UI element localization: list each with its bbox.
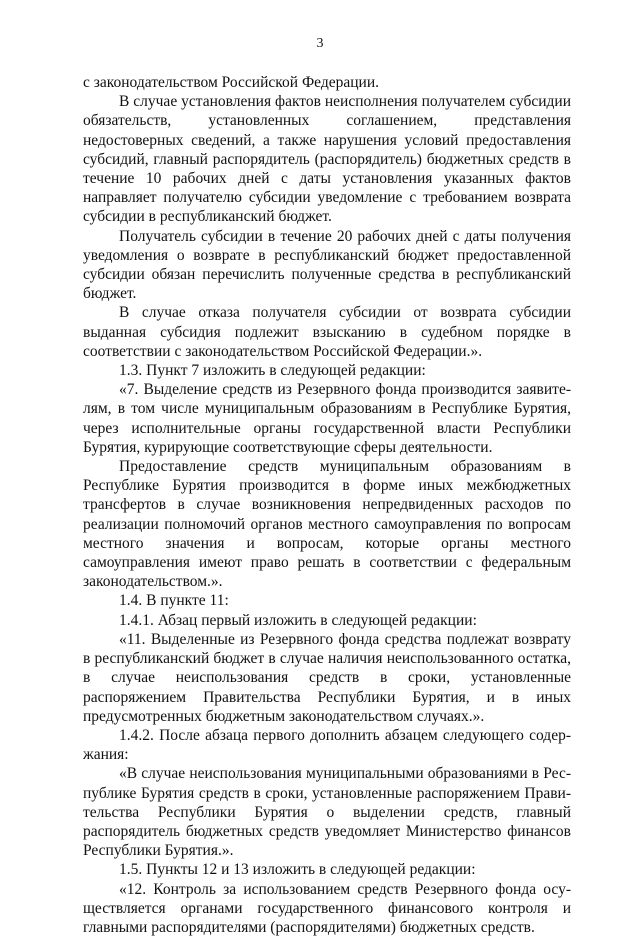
paragraph-7: Предоставление средств муниципальным образованиям в Республике Бурятия производится в форме иных межбюджетных трансфертов в случае возникновения непредвиденных расходов по реализации полномочий органов местного самоуправления по вопросам местного значения и вопросам, которые органы местного самоуправления имеют право решать в соответствии с федеральным законодательством.». [83,458,571,591]
paragraph-10: «11. Выделенные из Резервного фонда средства подлежат возврату в республиканский бюджет в случае наличия неиспользованного остатка, в случае неиспользования средств в сроки, установленные распоряжением Правительства Республики Бурятия, и в иных предусмотренных бюджетным законодательством случаях.». [83,630,571,725]
paragraph-13: 1.5. Пункты 12 и 13 изложить в следующей редакции: [119,861,476,879]
paragraph-2: В случае установления фактов неисполнения получателем субсидии обязательств, установленных соглашением, представления недостоверных сведений, а также нарушения условий предоставления субсидий, главный распорядитель (распорядитель) бюджетных средств в течение 10 рабочих дней с даты установления указанных фактов направляет получателю субсидии уведомление с требованием возврата субсидии в республиканский бюджет. [83,93,571,226]
paragraph-11: 1.4.2. После абзаца первого дополнить абзацем следующего содержания: [83,726,571,764]
document-body [83,73,571,937]
paragraph-14: «12. Контроль за использованием средств Резервного фонда осуществляется органами государственного финансового контроля и главными распорядителями (распорядителями) бюджетных средств. [83,880,571,936]
paragraph-12: «В случае неиспользования муниципальными образованиями в Республике Бурятия средств в сроки, установленные распоряжением Правительства Республики Бурятия о выделении средств, главный распорядитель бюджетных средств уведомляет Министерство финансов Республики Бурятия.». [83,765,571,860]
paragraph-5: 1.3. Пункт 7 изложить в следующей редакции: [119,362,426,380]
paragraph-4: В случае отказа получателя субсидии от возврата субсидии выданная субсидия подлежит взысканию в судебном порядке в соответствии с законодательством Российской Федерации.». [83,304,571,360]
paragraph-8: 1.4. В пункте 11: [119,592,229,610]
paragraph-3: Получатель субсидии в течение 20 рабочих дней с даты получения уведомления о возврате в республиканский бюджет предоставленной субсидии обязан перечислить полученные средства в республиканский бюджет. [83,227,571,303]
paragraph-6: «7. Выделение средств из Резервного фонда производится заявителям, в том числе муниципальным образованиям в Республике Бурятия, через исполнительные органы государственной власти Республики Бурятия, курирующие соответствующие сферы деятельности. [83,381,571,456]
paragraph-9: 1.4.1. Абзац первый изложить в следующей редакции: [119,611,477,629]
page-number: 3 [316,36,324,51]
paragraph-1: с законодательством Российской Федерации. [83,74,380,91]
